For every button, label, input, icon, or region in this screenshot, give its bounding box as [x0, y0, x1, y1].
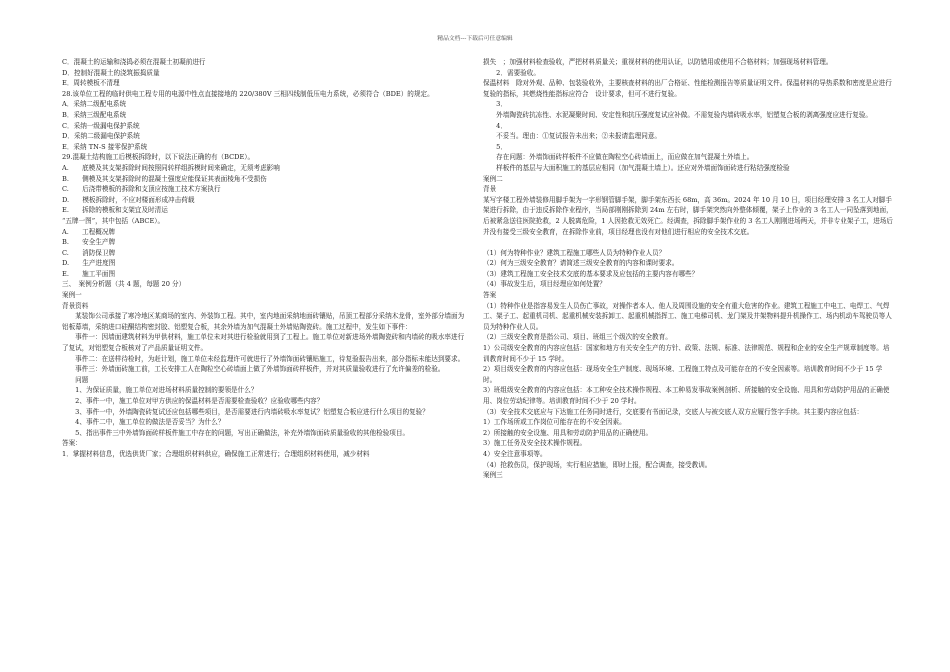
right-text-line: （2）何为三级安全教育？请简述三级安全教育的内容和课时要求。	[483, 259, 679, 268]
right-text-line: 某写字楼工程外墙装修用脚手架为一字形钢管脚手架，脚手架东西长 68m，高 36m。2024 年 10 月 10 日，项目经理安排 3 名工人对脚手架进行拆除，由于违反拆除作业程序，当局部刚刚拆除到 24m 左右时，脚手架突然向外整体倾覆，架子上作业的 3 名工人一同坠落到地面，后被紧急送往医院抢救，2 人脱离危险，1 人因抢救无效死亡。经调查，拆除脚手架作业的 3 名工人刚刚进场两天，并非专业架子工，进场后并没有接受三级安全教育，在拆除作业前，项目经理也没有对他们进行相应的安全技术交底。	[483, 195, 893, 236]
right-text-line: 5．	[483, 142, 507, 151]
right-text-line: 2．需要验收。	[483, 68, 540, 77]
left-text-line: 三、 案例分析题（共 4 题，每题 20 分）	[62, 280, 186, 289]
left-text-line: 4、事件二中，施工单位的做法是否妥当？为什么？	[62, 418, 225, 427]
left-text-line: C. 后浇带模板的拆除和支顶应按施工技术方案执行	[62, 185, 221, 194]
right-text-line: 答案	[483, 291, 497, 300]
right-text-line: 不妥当。理由：①复试报告未出来；②未报请监理同意。	[483, 132, 662, 141]
left-text-line: D．采纳二级漏电保护系统	[62, 132, 140, 141]
left-text-line: C. 消防保卫牌	[62, 248, 116, 257]
right-text-line: 样板件的基层与大面积施工的基层应相同（加气混凝土墙上）。还应对外墙面饰面砖进行粘结强度检验	[483, 163, 790, 172]
left-text-line: C．采纳一级漏电保护系统	[62, 121, 140, 130]
right-text-line: （4）抢救伤员，保护现场，实行相应措施，即时上报，配合调查，接受教训。	[483, 460, 712, 469]
left-text-line: D．控制好混凝土的浇筑振捣质量	[62, 68, 160, 77]
left-column	[62, 57, 470, 667]
left-text-line: E．采纳 TN-S 接零保护系统	[62, 142, 148, 151]
left-text-line: A．采纳二级配电系统	[62, 100, 127, 109]
left-text-line: 背景资料	[62, 301, 89, 310]
right-text-line: 保温材料 除对外观、品种、包装验收外，主要核查材料的出厂合格证、性能检测报告等质量证明文件。保温材料的导热系数和密度是应进行复验的指标，其燃烧性能指标应符合 设计要求，但可不进行复验。	[483, 79, 892, 98]
left-text-line: A. 底模及其支架拆除时间按照同转样组拆模时间来确定，无须考虑影响	[62, 163, 280, 172]
right-text-line: 3）施工任务及安全技术操作规程。	[483, 439, 587, 448]
left-text-line: “五牌一图”，其中包括（ABCE）。	[62, 216, 165, 225]
right-text-line: 3）班组级安全教育的内容应包括：本工种安全技术操作规程、本工种易发事故案例剖析、所接触的安全设施、用具和劳动防护用品的正确使用、岗位劳动纪律等。培训教育时间不少于 20 学时。	[483, 386, 890, 405]
right-text-line: 背景	[483, 185, 497, 194]
right-text-line	[483, 237, 893, 248]
left-text-line: 事件三：外墙面砖施工前，工长安排工人在陶粒空心砖墙面上做了外墙饰面砖样板件，并对其质量验收进行了允许偏差的检验。	[62, 365, 445, 374]
right-text-line: （1）何为特种作业？建筑工程施工哪些人员为特种作业人员？	[483, 248, 666, 257]
page-header: 精品文档---下载后可任意编辑	[437, 36, 513, 42]
right-text-line: 4．	[483, 121, 507, 130]
right-text-line: （4）事故发生后，项目经理应如何处置？	[483, 280, 606, 289]
left-text-line: 28.该单位工程的临时供电工程专用的电源中性点直接接地的 220/380V 三相四线制低压电力系统，必须符合（BDE）的规定。	[62, 89, 434, 98]
left-text-line: C．混凝土的运输和浇捣必须在混凝土初凝前进行	[62, 58, 206, 66]
right-text-line: 1）工作场所或工作岗位可能存在的不安全因素。	[483, 418, 626, 427]
right-text-line: 外墙陶瓷砖抗冻性、水泥凝聚时间、安定性和抗压强度复试应补做。不需复验内墙砖吸水率，铝塑复合板的剥离强度应进行复验。	[483, 110, 873, 119]
left-text-line: A. 工程概况牌	[62, 227, 116, 236]
right-column	[483, 57, 893, 667]
left-text-line: 5、指出事件三中外墙饰面砖样板件施工中存在的问题，写出正确做法，补充外墙饰面砖质量验收的其他检验项目。	[62, 428, 410, 437]
left-text-line: 事件二：在送样待检时，为赶计划，施工单位未经监理许可就进行了外墙饰面砖镶贴施工，待复验报告出来，部分指标未能达到要求。	[62, 354, 465, 363]
left-text-line: 29.混凝土结构施工后模板拆除时，以下说法正确的有（BCDE）。	[62, 153, 255, 162]
left-text-line: D. 生产进度图	[62, 259, 116, 268]
left-text-line: 1、为保证质量，施工单位对进场材料质量控制的要领是什么？	[62, 386, 258, 395]
left-text-line: 2、事件一中，施工单位对甲方供应的保温材料是否需要检查验收？应验收哪些内容？	[62, 397, 324, 405]
left-text-line: 案例一	[62, 291, 82, 300]
left-text-line: 1．掌握材料信息，优选供货厂家；合理组织材料供应，确保施工正常进行；合理组织材料使用，减少材料	[62, 449, 370, 458]
right-text-line: （3）安全技术交底应与下达施工任务同时进行，交底要有书面记录，交底人与被交底人双方应履行签字手续。其主要内容应包括：	[483, 407, 864, 416]
right-text-line: 1）公司级安全教育的内容应包括：国家和地方有关安全生产的方针、政策、法规、标准、法律规范、规程和企业的安全生产规章制度等。培训教育时间不少于 15 学时。	[483, 344, 890, 363]
left-text-line: E．周转模板不清理	[62, 79, 120, 88]
right-text-line: 案例三	[483, 471, 503, 480]
left-text-line: 事件一：因墙面建筑材料为甲供材料，施工单位未对其进行检验就用到了工程上。施工单位对新进场外墙陶瓷砖和内墙砖的吸水率进行了复试，对铝塑复合板核对了产品质量证明文件。	[62, 333, 465, 353]
right-text-line: （2）三级安全教育是指公司、项目、班组三个级次的安全教育。	[483, 333, 672, 342]
right-text-line: 2）项目级安全教育的内容应包括：现场安全生产制度、现场环境、工程施工特点及可能存在的不安全因素等。培训教育时间不少于 15 学时。	[483, 365, 883, 384]
right-text-line: 4）安全注意事项等。	[483, 449, 547, 458]
left-text-line: 答案：	[62, 439, 82, 448]
right-text-line: 损失 ；加强材料检查验收，严把材料质量关；重视材料的使用认证，以防错用或使用不合格材料；加强现场材料管理。	[483, 58, 833, 66]
right-text-line: （3）建筑工程施工安全技术交底的基本要求及应包括的主要内容有哪些？	[483, 269, 699, 278]
left-text-line: B．采纳三级配电系统	[62, 110, 127, 119]
right-text-line: （1）特种作业是指容易发生人员伤亡事故，对操作者本人、他人及周围设施的安全有重大危害的作业。建筑工程施工中电工、电焊工、气焊工、架子工、起重机司机、起重机械安装拆卸工、起重机械指挥工、施工电梯司机、龙门架及井架物料提升机操作工、场内机动车驾驶员等人员为特种作业人员。	[483, 301, 892, 331]
right-text-line: 存在问题：外墙饰面砖样板件不应做在陶粒空心砖墙面上，而应做在加气混凝土外墙上。	[483, 153, 754, 162]
left-text-line: B. 安全生产牌	[62, 238, 116, 247]
left-text-line: 某装饰公司承接了寒冷地区某商场的室内、外装饰工程。其中，室内地面采纳地面砖镶贴，吊顶工程部分采纳木龙骨，室外部分墙面为铝板幕墙，采纳进口硅酮结构密封胶、铝塑复合板，其余外墙为加气混凝土外墙贴陶瓷砖。施工过程中，发生如下事件：	[62, 312, 465, 331]
right-text-line: 2）所接触的安全设施、用具和劳动防护用品的正确使用。	[483, 428, 653, 437]
right-text-line: 3．	[483, 100, 507, 109]
right-text-line: 案例二	[483, 174, 503, 183]
left-text-line: E. 施工平面图	[62, 269, 116, 278]
left-text-line: D. 模板拆除时，不应对楼面形成冲击荷载	[62, 195, 195, 204]
left-text-line: 问题	[62, 375, 89, 384]
left-text-line: E. 拆除的模板和支架宜及时清运	[62, 206, 168, 215]
left-text-line: B. 侧模及其支架拆除时的混凝土强度应能保证其表面棱角不受损伤	[62, 174, 267, 183]
left-text-line: 3、事件一中，外墙陶瓷砖复试还应包括哪些项目，是否需要进行内墙砖吸水率复试？铝塑复合板应进行什么项目的复验？	[62, 407, 429, 416]
